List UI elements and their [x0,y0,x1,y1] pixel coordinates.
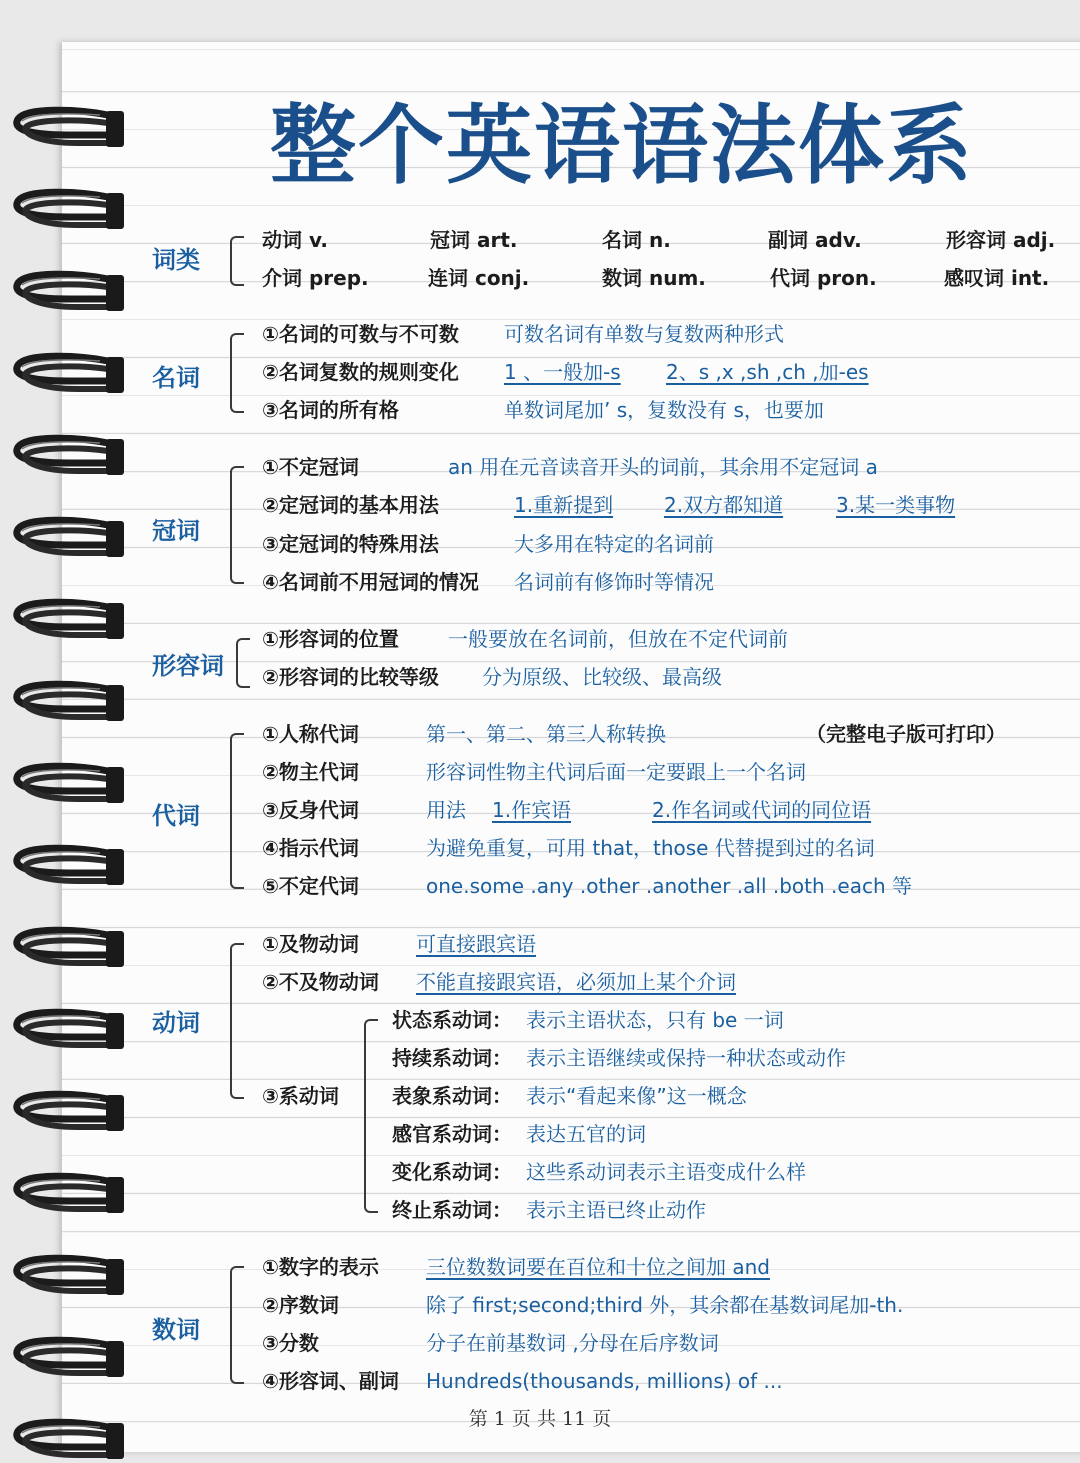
page-title: 整个英语语法体系 [270,96,974,196]
verb-item-value: 不能直接跟宾语，必须加上某个介词 [416,970,736,994]
binding-ring [8,351,126,397]
linking-verb-value: 表示“看起来像”这一概念 [526,1084,747,1108]
bracket [230,943,244,1099]
section-heading-noun: 名词 [152,364,200,392]
verb-item-label: ③系动词 [262,1084,339,1108]
word-class-preposition: 介词 prep. [262,266,369,290]
linking-verb-label: 感官系动词： [392,1122,512,1146]
noun-item-label: ①名词的可数与不可数 [262,322,459,346]
pronoun-item-value: 为避免重复，可用 that，those 代替提到过的名词 [426,836,875,860]
pronoun-item-label: ④指示代词 [262,836,359,860]
linking-verb-label: 状态系动词： [392,1008,512,1032]
bracket [230,333,244,413]
watermark-note: （完整电子版可打印） [806,722,1006,746]
section-heading-word-classes: 词类 [152,246,200,274]
pronoun-item-label: ③反身代词 [262,798,359,822]
word-class-noun: 名词 n. [602,228,671,252]
section-heading-adjective: 形容词 [152,652,224,680]
section-heading-article: 冠词 [152,517,200,545]
section-heading-verb: 动词 [152,1009,200,1037]
noun-item-value: 1 、一般加-s [504,360,621,384]
numeral-item-value: Hundreds(thousands, millions) of ... [426,1369,783,1393]
article-item-label: ③定冠词的特殊用法 [262,532,439,556]
adjective-item-value: 一般要放在名词前，但放在不定代词前 [448,627,788,651]
binding-ring [8,761,126,807]
binding-ring [8,1089,126,1135]
article-item-value: 大多用在特定的名词前 [514,532,714,556]
pronoun-item-label: ②物主代词 [262,760,359,784]
word-class-adverb: 副词 adv. [768,228,862,252]
section-heading-pronoun: 代词 [152,802,200,830]
bracket [230,466,244,584]
word-class-conjunction: 连词 conj. [428,266,530,290]
article-item-label: ①不定冠词 [262,455,359,479]
word-class-article: 冠词 art. [430,228,518,252]
pronoun-item-label: ①人称代词 [262,722,359,746]
noun-item-label: ②名词复数的规则变化 [262,360,459,384]
pronoun-item-value: 第一、第二、第三人称转换 [426,722,666,746]
word-class-numeral: 数词 num. [602,266,706,290]
binding-ring [8,679,126,725]
article-item-label: ④名词前不用冠词的情况 [262,570,479,594]
numeral-item-value: 除了 first;second;third 外，其余都在基数词尾加-th. [426,1293,904,1317]
page-footer: 第 1 页 共 11 页 [468,1408,612,1430]
article-item-value: 2.双方都知道 [664,493,784,517]
pronoun-item-value: 形容词性物主代词后面一定要跟上一个名词 [426,760,806,784]
linking-verb-value: 这些系动词表示主语变成什么样 [526,1160,806,1184]
linking-verb-value: 表达五官的词 [526,1122,646,1146]
linking-verb-label: 表象系动词： [392,1084,512,1108]
binding-ring [8,1253,126,1299]
notebook-page [62,42,1080,1452]
linking-verb-label: 持续系动词： [392,1046,512,1070]
adjective-item-label: ②形容词的比较等级 [262,665,439,689]
bracket [230,1266,244,1384]
article-item-value: an 用在元音读音开头的词前，其余用不定冠词 a [448,455,878,479]
verb-item-value: 可直接跟宾语 [416,932,536,956]
noun-item-label: ③名词的所有格 [262,398,399,422]
article-item-label: ②定冠词的基本用法 [262,493,439,517]
binding-ring [8,105,126,151]
word-class-pronoun: 代词 pron. [770,266,877,290]
binding-ring [8,187,126,233]
bracket [236,638,250,688]
article-item-value: 3.某一类事物 [836,493,956,517]
binding-ring [8,925,126,971]
bracket [230,236,244,286]
binding-ring [8,1007,126,1053]
article-item-value: 1.重新提到 [514,493,614,517]
binding-ring [8,269,126,315]
linking-verb-label: 终止系动词： [392,1198,512,1222]
numeral-item-value: 三位数数词要在百位和十位之间加 and [426,1255,770,1279]
binding-ring [8,433,126,479]
binding-ring [8,597,126,643]
pronoun-item-value: one.some .any .other .another .all .both .each 等 [426,874,912,898]
numeral-item-label: ②序数词 [262,1293,339,1317]
linking-verb-value: 表示主语已终止动作 [526,1198,706,1222]
binding-ring [8,515,126,561]
verb-item-label: ②不及物动词 [262,970,379,994]
numeral-item-value: 分子在前基数词 ,分母在后序数词 [426,1331,719,1355]
linking-verb-value: 表示主语状态，只有 be 一词 [526,1008,784,1032]
noun-item-value: 2、s ,x ,sh ,ch ,加-es [666,360,869,384]
word-class-adjective: 形容词 adj. [946,228,1056,252]
bracket [364,1019,378,1213]
linking-verb-value: 表示主语继续或保持一种状态或动作 [526,1046,846,1070]
pronoun-item-label: ⑤不定代词 [262,874,359,898]
linking-verb-label: 变化系动词： [392,1160,512,1184]
noun-item-value: 单数词尾加’ s，复数没有 s，也要加 [504,398,824,422]
word-class-interjection: 感叹词 int. [944,266,1050,290]
binding-ring [8,1171,126,1217]
numeral-item-label: ①数字的表示 [262,1255,379,1279]
pronoun-item-value: 2.作名词或代词的同位语 [652,798,872,822]
verb-item-label: ①及物动词 [262,932,359,956]
binding-ring [8,1335,126,1381]
adjective-item-label: ①形容词的位置 [262,627,399,651]
pronoun-item-value: 1.作宾语 [492,798,572,822]
pronoun-item-value: 用法 [426,798,466,822]
section-heading-numeral: 数词 [152,1316,200,1344]
binding-ring [8,843,126,889]
adjective-item-value: 分为原级、比较级、最高级 [482,665,722,689]
bracket [230,733,244,889]
noun-item-value: 可数名词有单数与复数两种形式 [504,322,784,346]
word-class-verb: 动词 v. [262,228,328,252]
numeral-item-label: ④形容词、副词 [262,1369,399,1393]
numeral-item-label: ③分数 [262,1331,319,1355]
article-item-value: 名词前有修饰时等情况 [514,570,714,594]
